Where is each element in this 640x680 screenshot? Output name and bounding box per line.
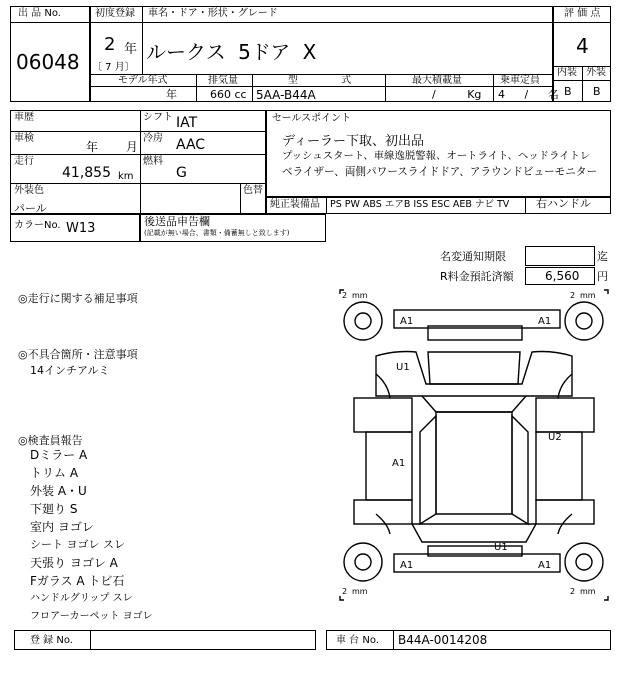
ac-value: AAC: [176, 137, 206, 153]
interior-grade: B: [564, 85, 572, 98]
steering-value: 右ハンドル: [536, 197, 591, 210]
exterior-grade: B: [593, 85, 601, 98]
shift-label: シフト: [143, 112, 173, 123]
details-box: [10, 110, 266, 214]
wheel-rear-left-icon: [344, 543, 382, 581]
defects-title: ◎不具合箇所・注意事項: [18, 348, 138, 361]
first-reg-year: 2: [104, 34, 116, 55]
aftermarket-note: (記載が無い場合、書類・備蓄無しと致します): [144, 229, 290, 237]
wheel-front-left-icon: [344, 302, 382, 340]
mileage-value: 41,855: [62, 165, 111, 181]
inspector-line-8: Fガラス A トビ石: [30, 574, 125, 588]
capacity-value: 4 / 名: [498, 88, 559, 101]
mileage-label: 走行: [14, 156, 34, 167]
sales-point-line-1: ディーラー下取、初出品: [282, 134, 424, 149]
name-change-unit: 迄: [597, 250, 608, 263]
model-year-label: モデル年式: [118, 75, 168, 86]
model-code-value: 5AA-B44A: [256, 88, 316, 102]
damage-mark-1: A1: [400, 316, 414, 327]
inspector-line-2: トリム A: [30, 466, 79, 480]
sales-point-line-2: プッシュスタート、車線逸脱警報、オートライト、ヘッドライトレ: [282, 150, 591, 162]
chassis-no-value: B44A-0014208: [398, 633, 488, 647]
tire-front-left-unit: mm: [352, 291, 368, 300]
interior-label: 内装: [557, 67, 577, 78]
score-value: 4: [576, 34, 589, 58]
inspection-value: 年 月: [86, 140, 138, 154]
damage-mark-4: U2: [548, 432, 562, 443]
inspection-label: 車検: [14, 133, 34, 144]
tire-front-left: 2: [342, 291, 348, 300]
chassis-no-label: 車 台 No.: [336, 635, 379, 646]
first-reg-year-unit: 年: [124, 42, 138, 57]
first-reg-label: 初度登録: [95, 8, 135, 19]
name-change-box: [525, 246, 595, 266]
sales-points-label: セールスポイント: [272, 113, 352, 124]
color-no-label: カラーNo.: [14, 220, 61, 231]
damage-mark-2: A1: [538, 316, 552, 327]
car-damage-diagram: [336, 288, 612, 624]
lot-number-label: 出 品 No.: [18, 8, 61, 19]
tire-rear-right: 2: [570, 587, 576, 596]
exterior-color-value: パール: [14, 202, 47, 215]
exterior-label: 外装: [586, 67, 606, 78]
wheel-rear-right-icon: [565, 543, 603, 581]
model-code-label: 型 式: [288, 75, 352, 86]
model-year-value: 年: [166, 88, 177, 101]
inspector-line-4: 下廻り S: [30, 502, 78, 516]
inspector-line-5: 室内 ヨゴレ: [30, 520, 94, 534]
max-load-value: / Kg: [432, 88, 482, 101]
score-label: 評 価 点: [564, 8, 601, 19]
sales-point-line-3: ベライザー、両側パワースライドドア、アラウンドビューモニター: [282, 166, 598, 178]
inspector-line-10: フロアーカーペット ヨゴレ: [30, 611, 153, 622]
color-change-label: 色替: [243, 185, 263, 196]
equipment-value: PS PW ABS エアB ISS ESC AEB ナビ TV: [330, 199, 510, 210]
aftermarket-label: 後送品申告欄: [144, 215, 210, 228]
car-name-label: 車名・ドア・形状・グレード: [148, 8, 278, 19]
shift-value: IAT: [176, 115, 198, 131]
displacement-label: 排気量: [208, 75, 238, 86]
capacity-label: 乗車定員: [500, 75, 540, 86]
history-label: 車歴: [14, 112, 34, 123]
tire-rear-left: 2: [342, 587, 348, 596]
driving-notes-title: ◎走行に関する補足事項: [18, 292, 138, 305]
displacement-value: 660 cc: [210, 88, 247, 101]
damage-mark-3: U1: [396, 362, 410, 373]
exterior-color-label: 外装色: [14, 185, 44, 196]
inspector-line-6: シート ヨゴレ スレ: [30, 538, 125, 551]
damage-mark-5: A1: [392, 458, 406, 469]
name-change-label: 名変通知期限: [440, 250, 506, 263]
damage-mark-8: A1: [538, 560, 552, 571]
inspector-line-1: Dミラー A: [30, 448, 88, 462]
wheel-front-right-icon: [565, 302, 603, 340]
tire-front-right: 2: [570, 291, 576, 300]
color-no-value: W13: [66, 221, 96, 236]
inspector-title: ◎検査員報告: [18, 434, 83, 447]
recycle-unit: 円: [597, 270, 608, 283]
inspector-line-7: 天張り ヨゴレ A: [30, 556, 118, 570]
car-name: ルークス 5ドア X: [146, 40, 317, 64]
tire-rear-right-unit: mm: [580, 587, 596, 596]
inspector-line-9: ハンドルグリップ スレ: [30, 593, 133, 604]
inspector-line-3: 外装 A・U: [30, 484, 87, 498]
lot-number: 06048: [16, 50, 80, 74]
fuel-value: G: [176, 165, 187, 181]
equipment-label: 純正装備品: [270, 199, 320, 210]
mileage-unit: km: [118, 171, 134, 182]
first-reg-month: 〔 7 月〕: [92, 62, 135, 73]
tire-rear-left-unit: mm: [352, 587, 368, 596]
damage-mark-7: A1: [400, 560, 414, 571]
recycle-label: R料金預託済額: [440, 270, 514, 283]
defects-line-1: 14インチアルミ: [30, 364, 110, 377]
recycle-value: 6,560: [545, 269, 580, 283]
reg-no-label: 登 録 No.: [30, 635, 73, 646]
tire-front-right-unit: mm: [580, 291, 596, 300]
max-load-label: 最大積載量: [412, 75, 462, 86]
ac-label: 冷房: [143, 133, 163, 144]
fuel-label: 燃料: [143, 156, 163, 167]
damage-mark-6: U1: [494, 542, 508, 553]
